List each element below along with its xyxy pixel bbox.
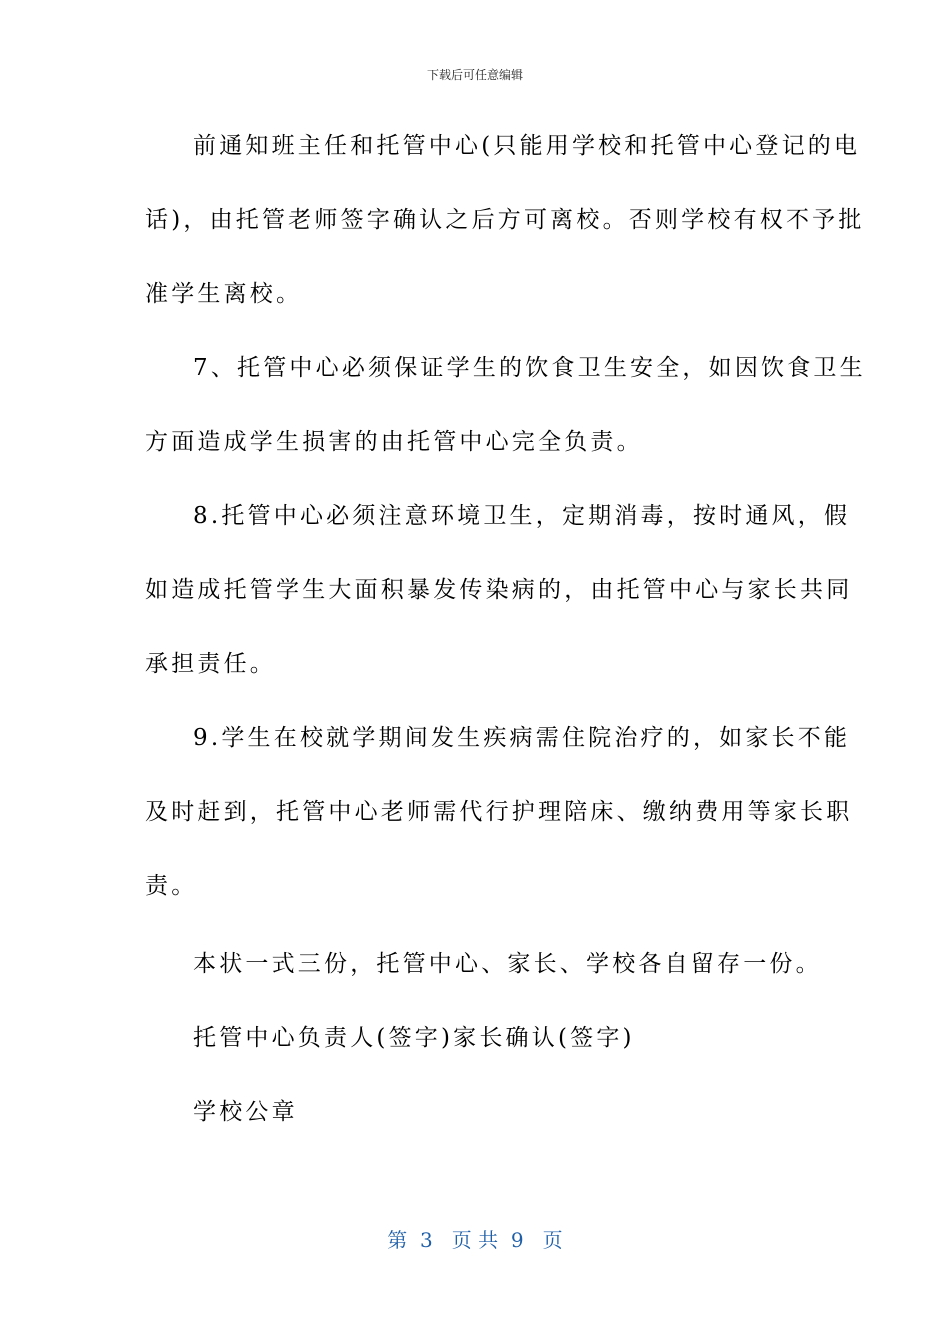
paragraph-line: 承担责任。 [145, 651, 276, 677]
signature-line: 托管中心负责人(签字)家长确认(签字) [193, 1025, 635, 1051]
page-number-footer: 第 3 页 共 9 页 [387, 1228, 563, 1252]
paragraph-line: 方面造成学生损害的由托管中心完全负责。 [145, 429, 643, 455]
paragraph-line: 准学生离校。 [145, 281, 303, 307]
paragraph-line: 责。 [145, 873, 198, 899]
paragraph-line: 9.学生在校就学期间发生疾病需住院治疗的，如家长不能 [193, 725, 851, 751]
school-seal-line: 学校公章 [193, 1099, 298, 1125]
paragraph-line: 7、托管中心必须保证学生的饮食卫生安全，如因饮食卫生 [193, 355, 866, 381]
paragraph-line: 话)，由托管老师签字确认之后方可离校。否则学校有权不予批 [145, 207, 865, 233]
paragraph-line: 如造成托管学生大面积暴发传染病的，由托管中心与家长共同 [145, 577, 853, 603]
paragraph-line: 前通知班主任和托管中心(只能用学校和托管中心登记的电 [193, 133, 861, 159]
paragraph-line: 8.托管中心必须注意环境卫生，定期消毒，按时通风，假 [193, 503, 851, 529]
paragraph-line: 及时赶到，托管中心老师需代行护理陪床、缴纳费用等家长职 [145, 799, 853, 825]
header-note: 下载后可任意编辑 [426, 68, 523, 82]
paragraph-line: 本状一式三份，托管中心、家长、学校各自留存一份。 [193, 951, 822, 977]
